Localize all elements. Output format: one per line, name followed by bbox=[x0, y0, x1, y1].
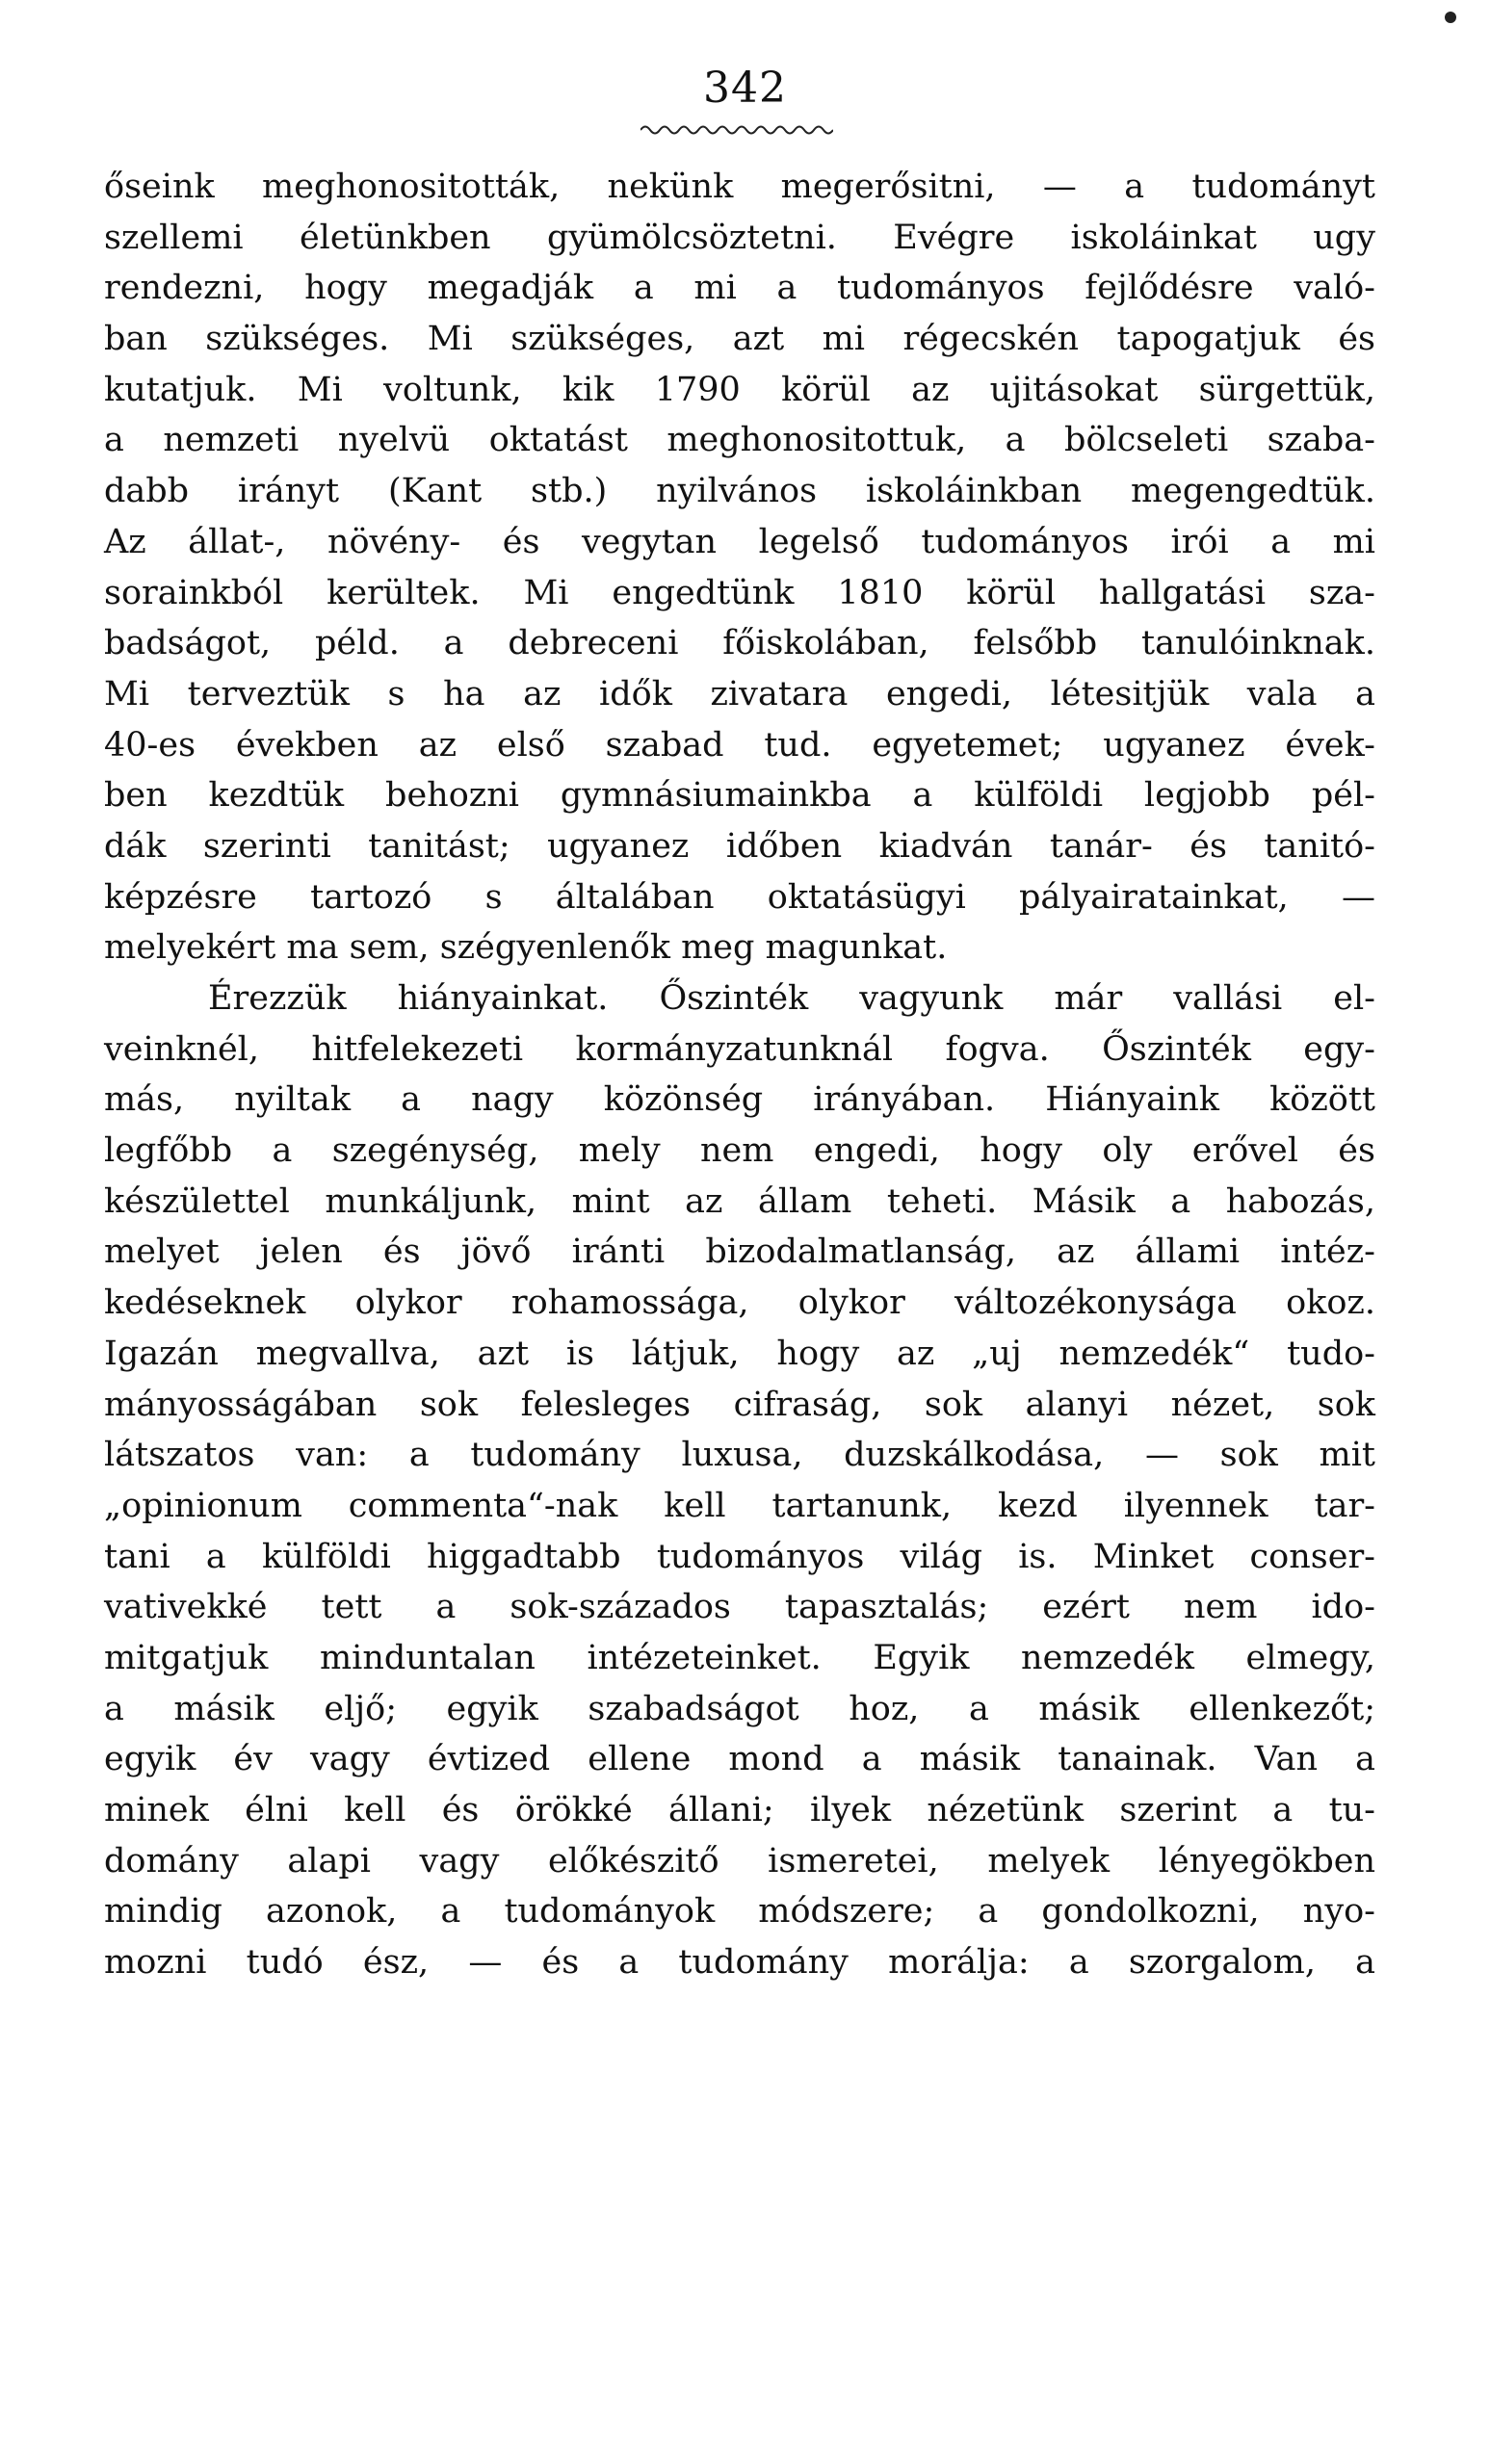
text-line: sorainkból kerültek. Mi engedtünk 1810 körül hallgatási sza- bbox=[104, 573, 1375, 612]
text-line: 40-es években az első szabad tud. egyetemet; ugyanez évek- bbox=[104, 725, 1375, 765]
text-line: egyik év vagy évtized ellene mond a másik tanainak. Van a bbox=[104, 1740, 1375, 1779]
text-line: látszatos van: a tudomány luxusa, duzskálkodása, — sok mit bbox=[104, 1436, 1375, 1475]
text-line: rendezni, hogy megadják a mi a tudományos fejlődésre való- bbox=[104, 269, 1375, 308]
text-line: a másik eljő; egyik szabadságot hoz, a másik ellenkezőt; bbox=[104, 1689, 1375, 1728]
text-line: mindig azonok, a tudományok módszere; a gondolkozni, nyo- bbox=[104, 1892, 1375, 1932]
text-line: dák szerinti tanitást; ugyanez időben kiadván tanár- és tanitó- bbox=[104, 826, 1375, 866]
text-line: ben kezdtük behozni gymnásiumainkba a külföldi legjobb pél- bbox=[104, 776, 1375, 816]
text-line: képzésre tartozó s általában oktatásügyi pályairatainkat, — bbox=[104, 877, 1375, 917]
text-line: mányosságában sok felesleges cifraság, sok alanyi nézet, sok bbox=[104, 1385, 1375, 1424]
text-line: minek élni kell és örökké állani; ilyek nézetünk szerint a tu- bbox=[104, 1791, 1375, 1829]
text-line: melyekért ma sem, szégyenlenők meg magunkat. bbox=[104, 928, 948, 968]
text-line: vativekké tett a sok-százados tapasztalás; ezért nem ido- bbox=[104, 1588, 1375, 1627]
text-line: badságot, péld. a debreceni főiskolában, felsőbb tanulóinknak. bbox=[104, 624, 1375, 663]
text-line: Az állat-, növény- és vegytan legelső tudományos irói a mi bbox=[104, 522, 1375, 561]
text-line: „opinionum commenta“-nak kell tartanunk, kezd ilyennek tar- bbox=[104, 1486, 1375, 1525]
text-line: Mi terveztük s ha az idők zivatara engedi, létesitjük vala a bbox=[104, 674, 1375, 713]
page-number: 342 bbox=[703, 64, 787, 113]
text-line: tani a külföldi higgadtabb tudományos világ is. Minket conser- bbox=[104, 1537, 1375, 1576]
text-line: Érezzük hiányainkat. Őszinték vagyunk már vallási el- bbox=[208, 979, 1375, 1018]
text-line: kutatjuk. Mi voltunk, kik 1790 körül az ujitásokat sürgettük, bbox=[104, 370, 1375, 409]
text-line: domány alapi vagy előkészitő ismeretei, melyek lényegökben bbox=[104, 1841, 1375, 1880]
text-line: őseink meghonositották, nekünk megerősitni, — a tudományt bbox=[104, 168, 1375, 206]
text-line: készülettel munkáljunk, mint az állam teheti. Másik a habozás, bbox=[104, 1181, 1375, 1221]
text-line: Igazán megvallva, azt is látjuk, hogy az „uj nemzedék“ tudo- bbox=[104, 1334, 1375, 1373]
ink-speck bbox=[1445, 12, 1456, 23]
text-line: dabb irányt (Kant stb.) nyilvános iskoláinkban megengedtük. bbox=[104, 472, 1375, 511]
text-line: legfőbb a szegénység, mely nem engedi, hogy oly erővel és bbox=[104, 1131, 1375, 1171]
text-line: mozni tudó ész, — és a tudomány morálja: a szorgalom, a bbox=[104, 1943, 1375, 1983]
text-line: melyet jelen és jövő iránti bizodalmatlanság, az állami intéz- bbox=[104, 1232, 1375, 1272]
text-line: szellemi életünkben gyümölcsöztetni. Evégre iskoláinkat ugy bbox=[104, 218, 1375, 257]
text-line: ban szükséges. Mi szükséges, azt mi régecskén tapogatjuk és bbox=[104, 320, 1375, 359]
body-text bbox=[104, 162, 1375, 1988]
text-line: kedéseknek olykor rohamossága, olykor változékonysága okoz. bbox=[104, 1284, 1375, 1323]
text-line: mitgatjuk minduntalan intézeteinket. Egyik nemzedék elmegy, bbox=[104, 1638, 1375, 1677]
text-line: más, nyiltak a nagy közönség irányában. Hiányaink között bbox=[104, 1080, 1375, 1120]
text-line: a nemzeti nyelvü oktatást meghonositottuk, a bölcseleti szaba- bbox=[104, 421, 1375, 460]
text-line: veinknél, hitfelekezeti kormányzatunknál fogva. Őszinték egy- bbox=[104, 1029, 1375, 1069]
page-number-ornament bbox=[640, 123, 833, 137]
